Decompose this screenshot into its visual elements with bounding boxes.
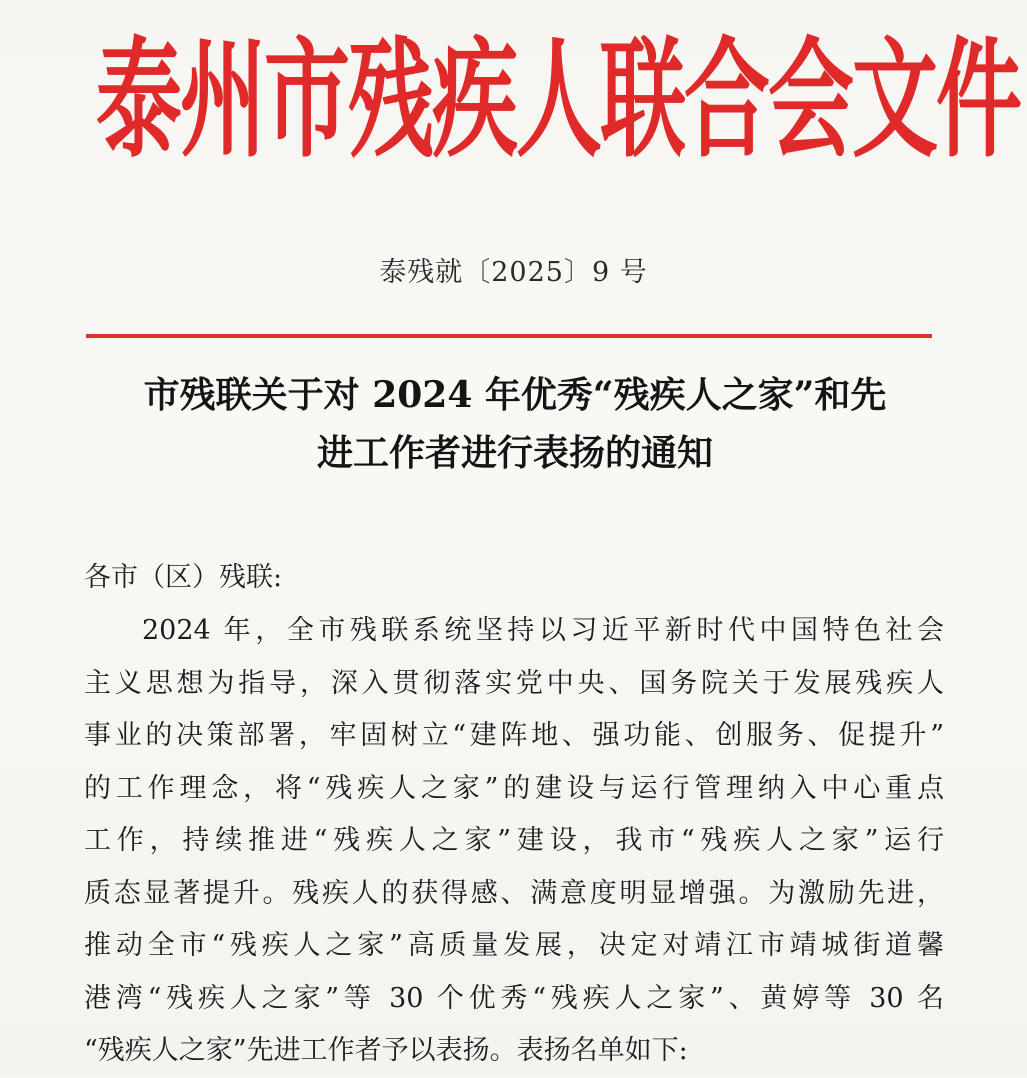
body-line: 港湾“残疾人之家”等 30 个优秀“残疾人之家”、黄婷等 30 名: [84, 982, 944, 1014]
body-paragraph: [84, 605, 954, 1078]
document-header-title: 泰州市残疾人联合会文件: [96, 24, 1020, 176]
body-line: 2024 年，全市残联系统坚持以习近平新时代中国特色社会: [142, 615, 944, 646]
document-number: 泰残就〔2025〕9 号: [379, 257, 648, 288]
addressee: 各市（区）残联:: [84, 562, 283, 593]
body-line: 质态显著提升。残疾人的获得感、满意度明显增强。为激励先进，: [84, 877, 944, 909]
body-line: 的工作理念，将“残疾人之家”的建设与运行管理纳入中心重点: [84, 772, 944, 804]
body-line: 事业的决策部署，牢固树立“建阵地、强功能、创服务、促提升”: [84, 720, 944, 751]
body-line: “残疾人之家”先进工作者予以表扬。表扬名单如下:: [84, 1035, 688, 1066]
notice-title-line-2: 进工作者进行表扬的通知: [316, 432, 713, 474]
red-divider-rule: [86, 334, 932, 338]
notice-title: [70, 366, 960, 482]
body-line: 主义思想为指导，深入贯彻落实党中央、国务院关于发展残疾人: [84, 667, 944, 699]
notice-title-line-1: 市残联关于对 2024 年优秀“残疾人之家”和先: [143, 374, 887, 416]
body-line: 推动全市“残疾人之家”高质量发展，决定对靖江市靖城街道馨: [84, 930, 944, 961]
body-line: 工作，持续推进“残疾人之家”建设，我市“残疾人之家”运行: [84, 825, 944, 856]
